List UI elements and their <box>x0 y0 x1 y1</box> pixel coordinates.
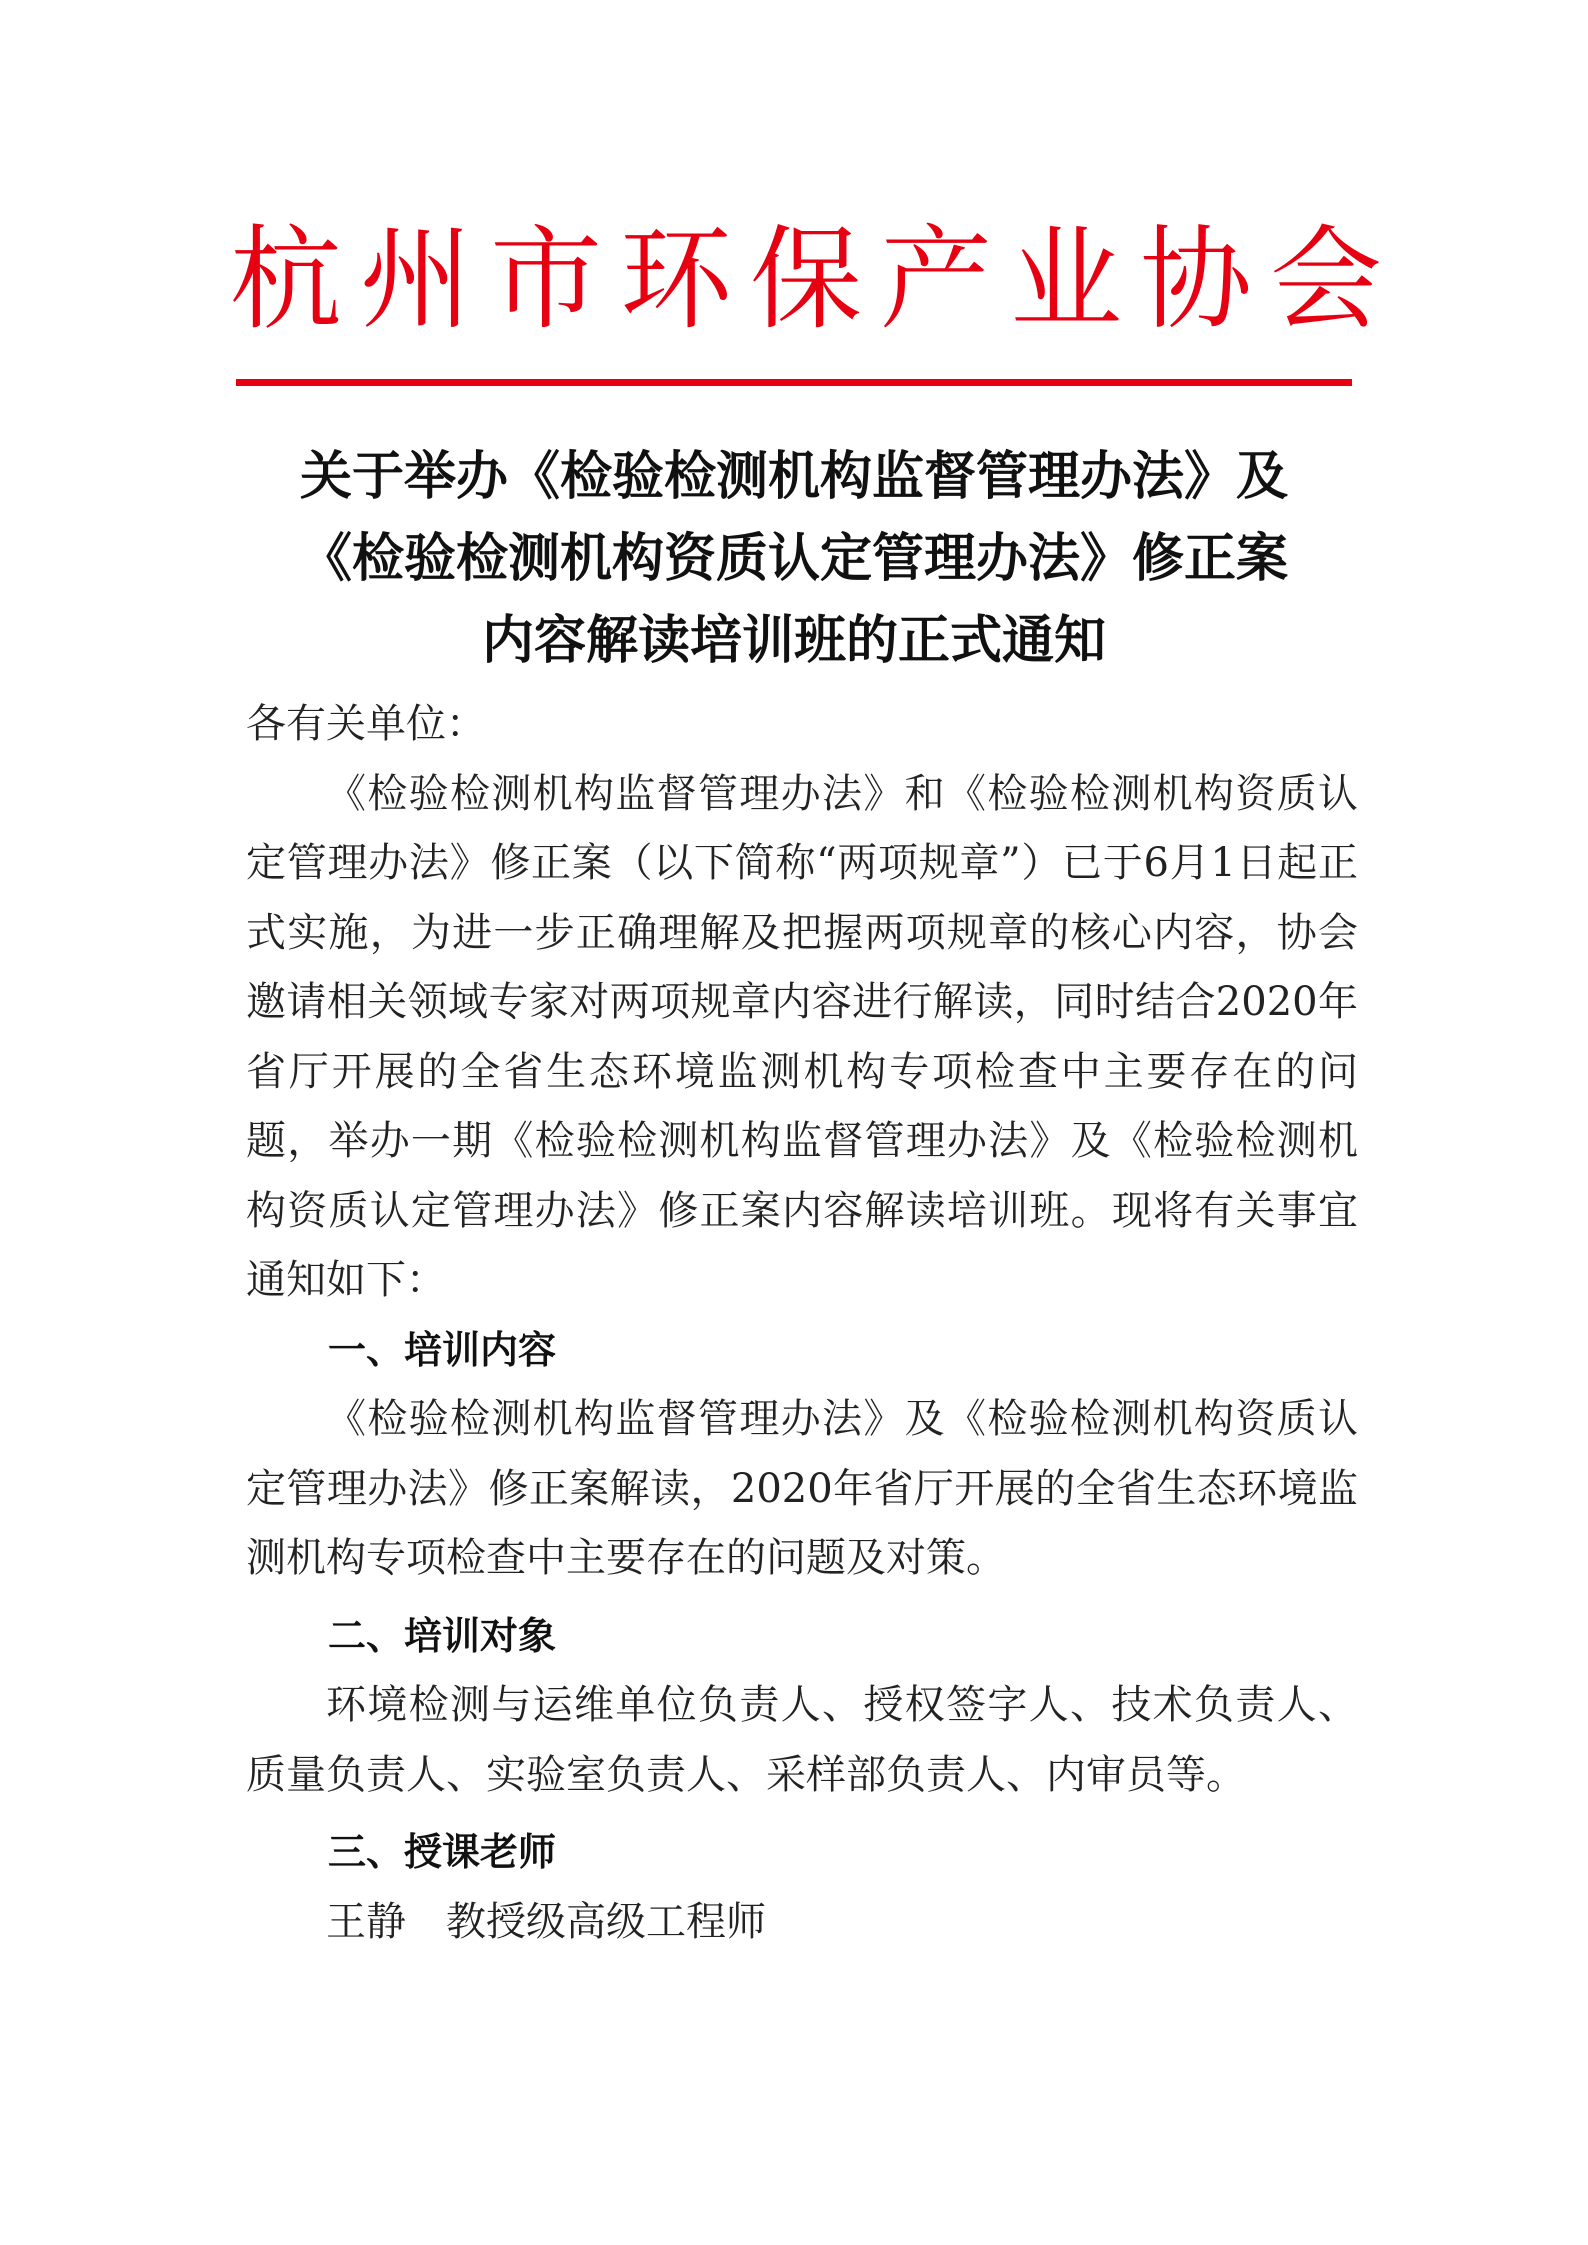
organization-letterhead: 杭州市环保产业协会 <box>230 215 1400 345</box>
document-body <box>246 690 1358 1957</box>
salutation: 各有关单位： <box>246 701 486 747</box>
section-heading-training-audience: 二、培训对象 <box>328 1613 557 1658</box>
title-line-2: 《检验检测机构资质认定管理办法》修正案 <box>299 529 1288 589</box>
letterhead-divider <box>236 379 1352 386</box>
section-heading-training-content: 一、培训内容 <box>328 1327 557 1372</box>
section-text-training-audience: 环境检测与运维单位负责人、授权签字人、技术负责人、质量负责人、实验室负责人、采样部负责人、内审员等。 <box>246 1682 1358 1798</box>
spacer <box>246 1810 1358 1818</box>
document-title <box>200 436 1388 682</box>
title-line-1: 关于举办《检验检测机构监督管理办法》及 <box>299 447 1288 507</box>
section-text-training-content: 《检验检测机构监督管理办法》及《检验检测机构资质认定管理办法》修正案解读，2020年省厅开展的全省生态环境监测机构专项检查中主要存在的问题及对策。 <box>246 1396 1358 1581</box>
section-text-instructor: 王静 教授级高级工程师 <box>326 1898 766 1945</box>
intro-paragraph: 《检验检测机构监督管理办法》和《检验检测机构资质认定管理办法》修正案（以下简称“两项规章”）已于6月1日起正式实施，为进一步正确理解及把握两项规章的核心内容，协会邀请相关领域专家对两项规章内容进行解读，同时结合2020年省厅开展的全省生态环境监测机构专项检查中主要存在的问题，举办一期《检验检测机构监督管理办法》及《检验检测机构资质认定管理办法》修正案内容解读培训班。现将有关事宜通知如下： <box>246 770 1358 1303</box>
spacer <box>246 1594 1358 1602</box>
title-line-3: 内容解读培训班的正式通知 <box>481 611 1106 671</box>
section-heading-instructor: 三、授课老师 <box>328 1830 557 1874</box>
